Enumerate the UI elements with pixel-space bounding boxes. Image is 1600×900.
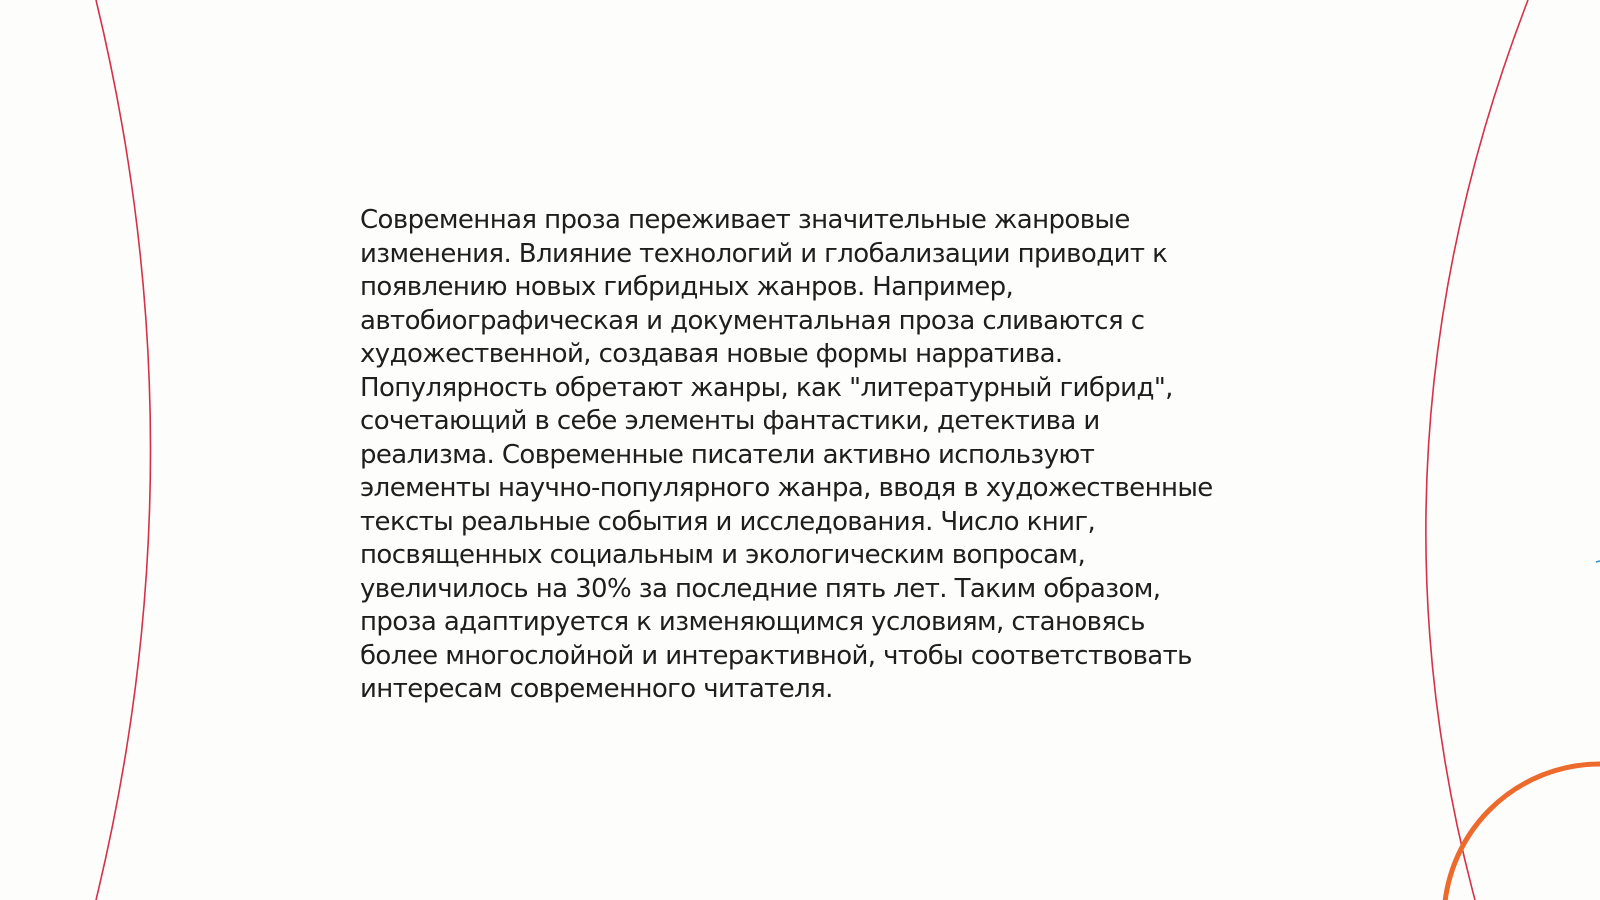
- body-line: проза адаптируется к изменяющимся условиям, становясь: [360, 607, 1145, 637]
- body-line: художественной, создавая новые формы нарратива.: [360, 339, 1063, 369]
- body-line: тексты реальные события и исследования. Число книг,: [360, 506, 1096, 537]
- body-line: увеличилось на 30% за последние пять лет. Таким образом,: [360, 573, 1161, 604]
- body-line: автобиографическая и документальная проза сливаются с: [360, 305, 1145, 336]
- body-line: элементы научно-популярного жанра, вводя в художественные: [360, 473, 1213, 503]
- body-line: изменения. Влияние технологий и глобализации приводит к: [360, 238, 1168, 269]
- left-arc: [96, 0, 151, 900]
- body-paragraph: [360, 204, 1260, 707]
- body-line: Популярность обретают жанры, как "литературный гибрид",: [360, 372, 1173, 403]
- small-blue-tick: [1596, 561, 1600, 562]
- right-arc: [1426, 0, 1528, 900]
- body-line: более многослойной и интерактивной, чтобы соответствовать: [360, 640, 1192, 671]
- body-line: посвященных социальным и экологическим вопросам,: [360, 540, 1086, 570]
- body-line: сочетающий в себе элементы фантастики, детектива и: [360, 406, 1100, 436]
- body-line: интересам современного читателя.: [360, 674, 833, 704]
- body-line: Современная проза переживает значительные жанровые: [360, 205, 1130, 235]
- body-line: реализма. Современные писатели активно используют: [360, 439, 1095, 470]
- body-line: появлению новых гибридных жанров. Например,: [360, 272, 1014, 302]
- orange-circle-arc: [1444, 764, 1600, 900]
